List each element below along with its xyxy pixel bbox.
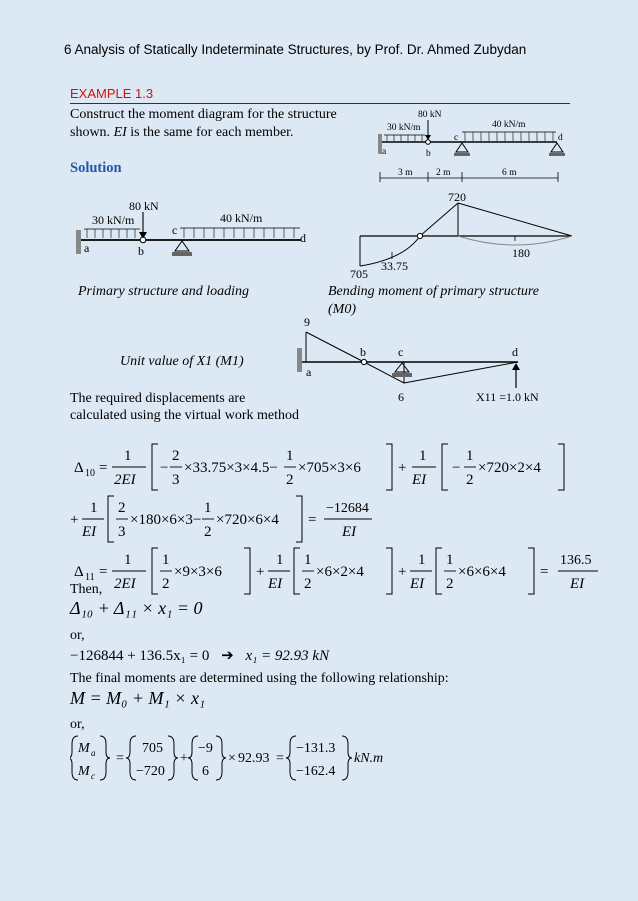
delta11-equation <box>68 542 608 600</box>
solve-lhs: −126844 + 136.5x₁ = 0 <box>70 648 210 664</box>
svg-text:EI: EI <box>570 576 585 592</box>
svg-text:2: 2 <box>286 472 294 488</box>
problem-statement-line1: Construct the moment diagram for the structure <box>70 107 337 122</box>
svg-text:×6×6×4: ×6×6×4 <box>458 564 506 580</box>
svg-text:2EI: 2EI <box>114 576 136 592</box>
svg-text:×: × <box>228 751 236 766</box>
node-label-b: b <box>138 244 144 258</box>
svg-text:=: = <box>540 564 549 580</box>
moment-relation: M = M₀ + M₁ × x₁ <box>70 688 206 708</box>
svg-text:+: + <box>398 564 407 580</box>
dimension-cd: 6 m <box>502 168 517 178</box>
svg-text:1: 1 <box>90 500 98 516</box>
svg-text:2: 2 <box>466 472 474 488</box>
then-label: Then, <box>70 582 103 597</box>
udl-arrows <box>387 132 553 141</box>
udl-right-label: 40 kN/m <box>492 120 526 130</box>
svg-text:2: 2 <box>118 500 126 516</box>
delta11-result: 136.5 <box>560 553 592 568</box>
svg-text:Δ: Δ <box>74 460 84 476</box>
svg-text:×720×6×4: ×720×6×4 <box>216 512 279 528</box>
delta10-equation-line2 <box>68 490 468 548</box>
or-label-1: or, <box>70 628 85 643</box>
svg-text:EI: EI <box>412 472 427 488</box>
m1-vector-a: −9 <box>198 741 213 756</box>
svg-text:+: + <box>398 460 407 476</box>
svg-text:2: 2 <box>172 448 180 464</box>
svg-text:×180×6×3−: ×180×6×3− <box>130 512 202 528</box>
unit-force-label: X11 =1.0 kN <box>476 390 539 404</box>
point-load-label: 80 kN <box>418 110 442 120</box>
node-label-d: d <box>558 133 563 143</box>
svg-text:3: 3 <box>172 472 180 488</box>
m0-value-180: 180 <box>512 246 530 260</box>
svg-text:1: 1 <box>466 448 474 464</box>
svg-text:1: 1 <box>304 552 312 568</box>
page-header: 6 Analysis of Statically Indeterminate Structures, by Prof. Dr. Ahmed Zubydan <box>64 42 527 57</box>
svg-text:11: 11 <box>85 572 95 583</box>
solve-rhs: x₁ = 92.93 kN <box>245 648 330 664</box>
node-label-c: c <box>398 345 404 359</box>
node-label-c: c <box>172 223 178 237</box>
point-load-label: 80 kN <box>129 199 159 213</box>
solve-equation <box>70 646 329 665</box>
svg-text:EI: EI <box>82 524 97 540</box>
svg-text:=: = <box>99 460 108 476</box>
final-moment-matrix <box>70 732 390 784</box>
svg-text:=: = <box>308 512 317 528</box>
svg-text:M: M <box>78 741 90 756</box>
result-vector-c: −162.4 <box>296 764 336 779</box>
svg-text:Δ: Δ <box>74 564 84 580</box>
dimension-bc: 2 m <box>436 168 451 178</box>
m1-value-6: 6 <box>398 390 404 404</box>
svg-text:1: 1 <box>419 448 427 464</box>
m1-vector-c: 6 <box>202 764 209 779</box>
svg-text:×33.75×3×4.5−: ×33.75×3×4.5− <box>184 460 278 476</box>
node-label-b: b <box>360 345 366 359</box>
svg-text:1: 1 <box>162 552 170 568</box>
m0-caption-line2: (M0) <box>328 302 356 317</box>
m1-caption: Unit value of X1 (M1) <box>120 354 244 369</box>
svg-text:2: 2 <box>204 524 212 540</box>
m0-vector-a: 705 <box>142 741 163 756</box>
node-label-b: b <box>426 149 431 159</box>
result-vector-a: −131.3 <box>296 741 336 756</box>
svg-text:×705×3×6: ×705×3×6 <box>298 460 361 476</box>
dimension-ab: 3 m <box>398 168 413 178</box>
udl-arrows <box>87 228 294 238</box>
svg-text:2: 2 <box>304 576 312 592</box>
primary-structure-figure <box>72 196 322 266</box>
svg-text:EI: EI <box>410 576 425 592</box>
node-label-a: a <box>84 241 90 255</box>
svg-text:10: 10 <box>85 468 95 479</box>
svg-text:+: + <box>256 564 265 580</box>
virtual-work-line2: calculated using the virtual work method <box>70 408 299 423</box>
svg-text:c: c <box>91 771 95 781</box>
virtual-work-line1: The required displacements are <box>70 391 246 406</box>
m0-caption-line1: Bending moment of primary structure <box>328 284 540 299</box>
svg-text:×9×3×6: ×9×3×6 <box>174 564 222 580</box>
implies-arrow: ➔ <box>221 648 234 664</box>
svg-text:1: 1 <box>418 552 426 568</box>
delta10-equation-line1 <box>68 436 608 496</box>
final-moments-text: The final moments are determined using the following relationship: <box>70 671 449 686</box>
node-label-c: c <box>454 133 459 143</box>
node-label-d: d <box>300 231 306 245</box>
node-label-a: a <box>306 365 312 379</box>
problem-statement-line2: shown. EI is the same for each member. <box>70 125 294 140</box>
svg-text:1: 1 <box>124 552 132 568</box>
node-label-d: d <box>512 345 518 359</box>
svg-text:=: = <box>99 564 108 580</box>
primary-structure-caption: Primary structure and loading <box>78 284 249 299</box>
svg-text:−: − <box>452 460 461 476</box>
or-label-2: or, <box>70 717 85 732</box>
compatibility-equation: Δ₁₀ + Δ₁₁ × x₁ = 0 <box>70 598 203 618</box>
udl-left-label: 30 kN/m <box>387 123 421 133</box>
m1-value-9: 9 <box>304 315 310 329</box>
given-structure-figure <box>370 104 570 186</box>
svg-text:2: 2 <box>446 576 454 592</box>
svg-text:M: M <box>78 764 90 779</box>
svg-text:1: 1 <box>204 500 212 516</box>
svg-text:1: 1 <box>276 552 284 568</box>
m0-vector-c: −720 <box>136 764 165 779</box>
svg-text:+: + <box>180 751 188 766</box>
udl-left-label: 30 kN/m <box>92 213 135 227</box>
svg-text:a: a <box>91 748 96 758</box>
m0-value-33-75: 33.75 <box>381 259 408 273</box>
svg-text:EI: EI <box>342 524 357 540</box>
udl-right-label: 40 kN/m <box>220 211 263 225</box>
m0-value-720: 720 <box>448 190 466 204</box>
x1-value: 92.93 <box>238 751 270 766</box>
m0-diagram <box>344 186 578 282</box>
node-label-a: a <box>382 147 387 157</box>
svg-text:EI: EI <box>268 576 283 592</box>
svg-text:=: = <box>276 751 284 766</box>
moment-unit: kN.m <box>354 751 384 766</box>
svg-text:1: 1 <box>446 552 454 568</box>
svg-text:2EI: 2EI <box>114 472 136 488</box>
m0-value-705: 705 <box>350 267 368 281</box>
solution-heading: Solution <box>70 160 122 176</box>
svg-text:1: 1 <box>124 448 132 464</box>
svg-text:2: 2 <box>162 576 170 592</box>
svg-text:1: 1 <box>286 448 294 464</box>
svg-text:×6×2×4: ×6×2×4 <box>316 564 364 580</box>
svg-text:+: + <box>70 512 79 528</box>
svg-text:−: − <box>160 460 169 476</box>
svg-text:×720×2×4: ×720×2×4 <box>478 460 541 476</box>
svg-text:=: = <box>116 751 124 766</box>
delta10-result: −12684 <box>326 501 369 516</box>
svg-text:3: 3 <box>118 524 126 540</box>
example-label: EXAMPLE 1.3 <box>70 86 154 101</box>
